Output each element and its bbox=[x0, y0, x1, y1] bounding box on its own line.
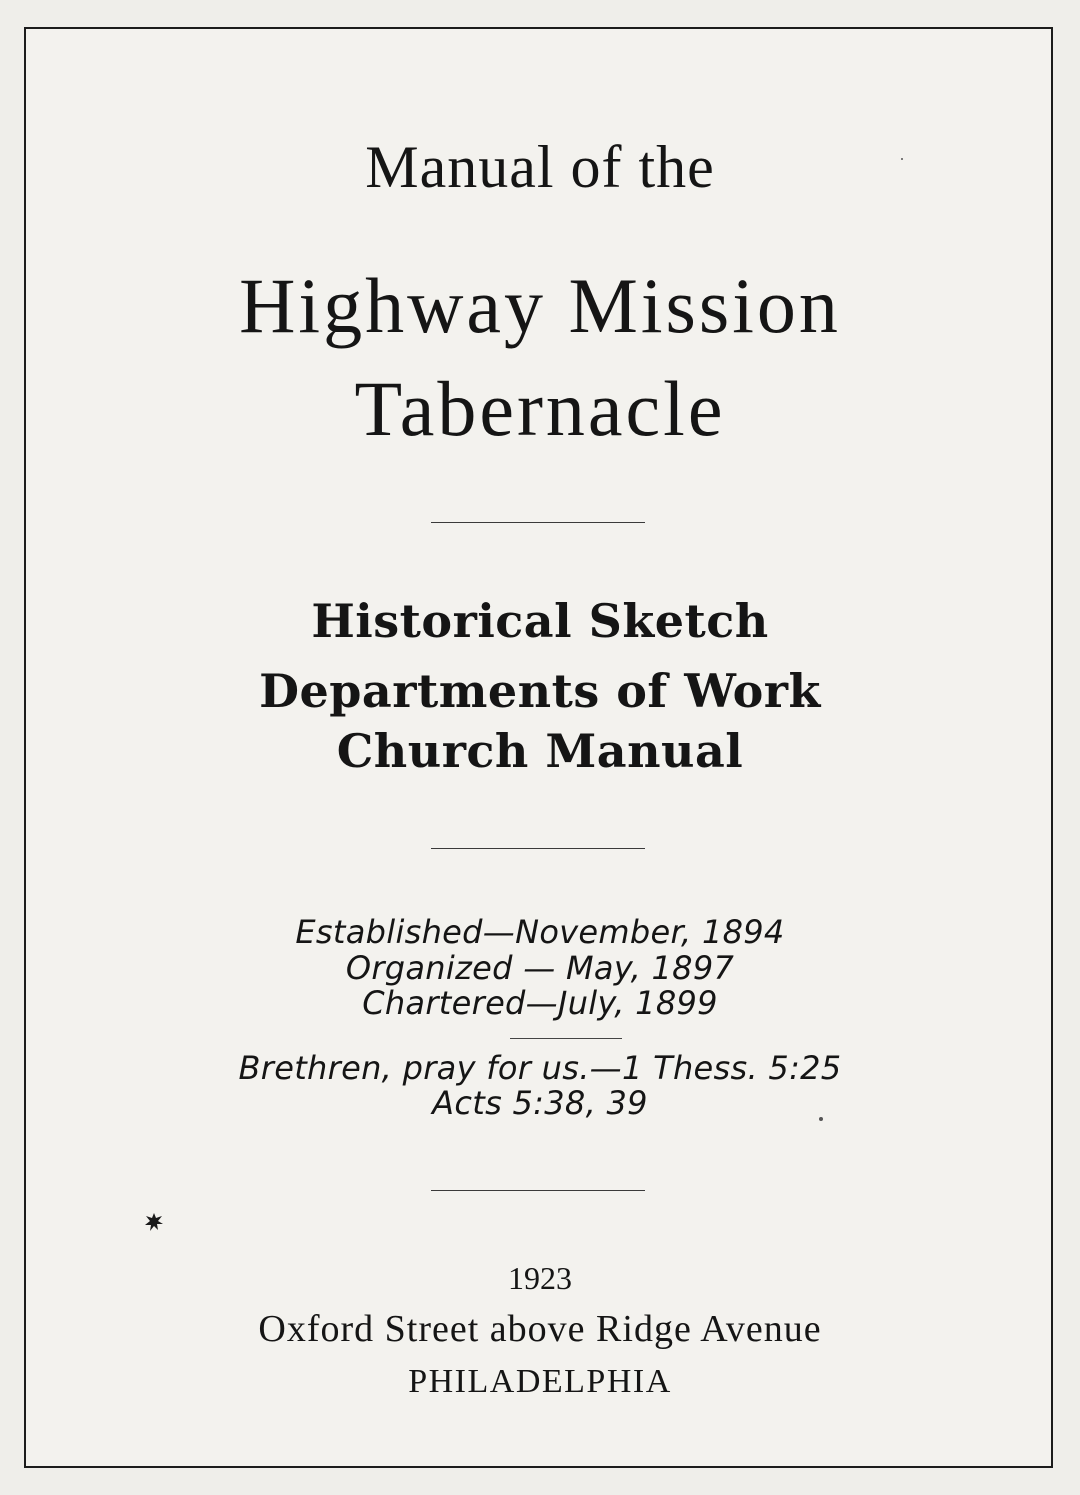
paper-speck bbox=[901, 158, 903, 160]
divider-rule bbox=[431, 848, 645, 849]
divider-rule bbox=[431, 522, 645, 523]
publication-year: 1923 bbox=[508, 1260, 572, 1296]
divider-rule bbox=[431, 1190, 645, 1191]
date-organized: Organized — May, 1897 bbox=[345, 949, 735, 987]
contents-line-3: Church Manual bbox=[336, 724, 744, 778]
contents-line-1: Historical Sketch bbox=[311, 594, 769, 648]
pre-title: Manual of the bbox=[365, 134, 715, 200]
address-line: Oxford Street above Ridge Avenue bbox=[258, 1308, 822, 1350]
paper-speck bbox=[819, 1117, 823, 1121]
short-divider-rule bbox=[510, 1038, 622, 1039]
date-established: Established—November, 1894 bbox=[295, 913, 785, 951]
scripture-line-1: Brethren, pray for us.—1 Thess. 5:25 bbox=[238, 1049, 842, 1087]
ink-spot-mark bbox=[144, 1212, 164, 1232]
date-chartered: Chartered—July, 1899 bbox=[362, 984, 718, 1022]
scripture-line-2: Acts 5:38, 39 bbox=[432, 1084, 648, 1122]
title-line-2: Tabernacle bbox=[354, 365, 726, 452]
title-line-1: Highway Mission bbox=[239, 262, 841, 349]
city-line: PHILADELPHIA bbox=[408, 1363, 672, 1400]
contents-line-2: Departments of Work bbox=[259, 664, 821, 718]
